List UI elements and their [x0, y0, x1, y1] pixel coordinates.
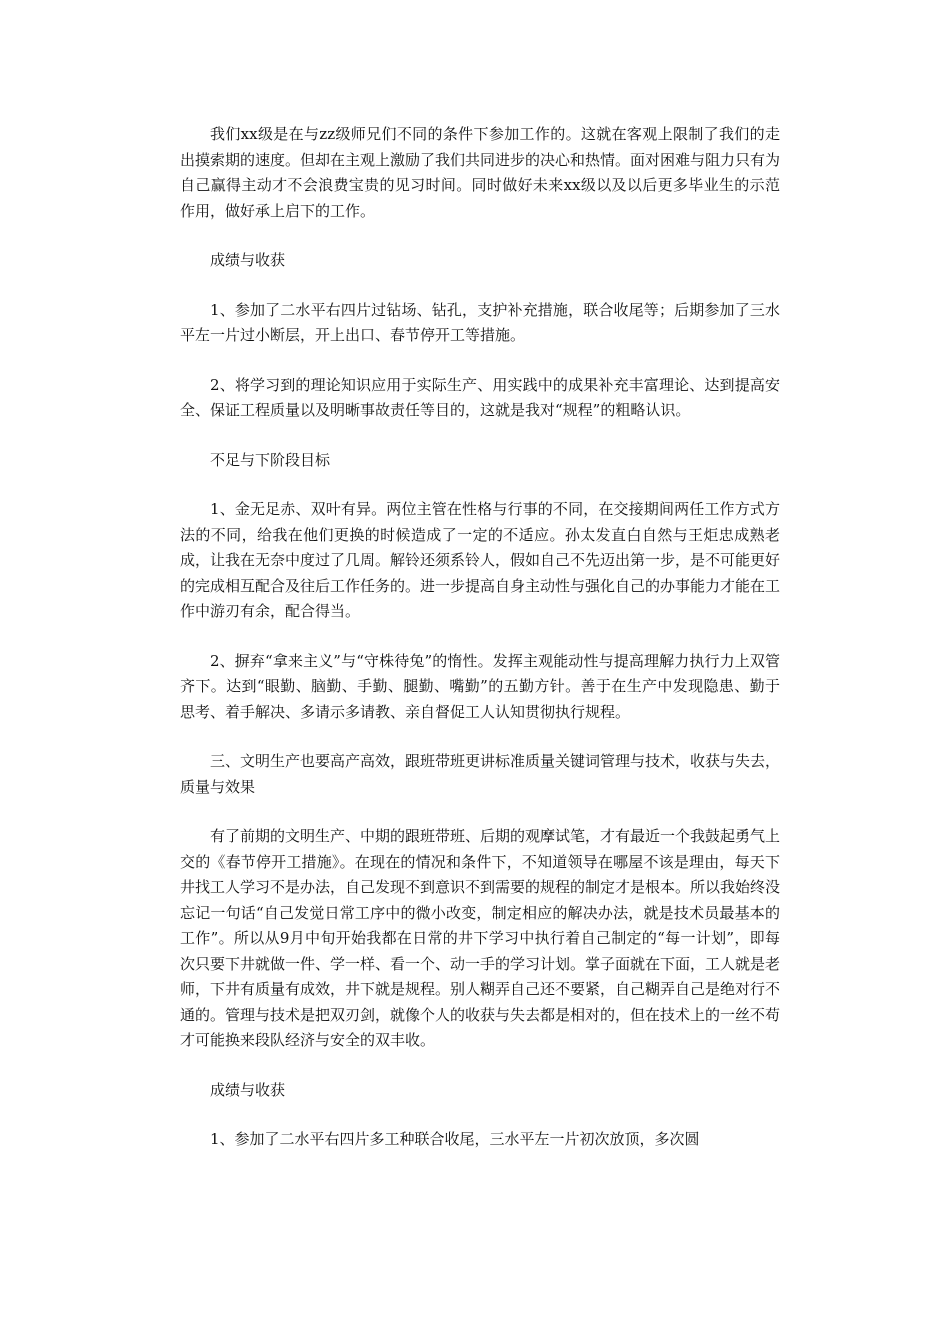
section-three-title: 三、文明生产也要高产高效，跟班带班更讲标准质量关键词管理与技术，收获与失去，质量与效果	[180, 752, 781, 796]
achievement-item-1: 1、参加了二水平右四片过钻场、钻孔，支护补充措施，联合收尾等；后期参加了三水平左一片过小断层，开上出口、春节停开工等措施。	[180, 300, 780, 344]
intro-paragraph: 我们xx级是在与zz级师兄们不同的条件下参加工作的。这就在客观上限制了我们的走出摸索期的速度。但却在主观上激励了我们共同进步的决心和热情。面对困难与阻力只有为自己赢得主动才不会浪费宝贵的见习时间。同时做好未来xx级以及以后更多毕业生的示范作用，做好承上启下的工作。	[180, 125, 781, 220]
section-heading-achievements-2: 成绩与收获	[210, 1080, 286, 1099]
achievement-item-1b: 1、参加了二水平右四片多工种联合收尾，三水平左一片初次放顶，多次圆	[210, 1130, 700, 1148]
section-three-body: 有了前期的文明生产、中期的跟班带班、后期的观摩试笔，才有最近一个我鼓起勇气上交的《春节停开工措施》。在现在的情况和条件下，不知道领导在哪屋不该是理由，每天下井找工人学习不是办法，自己发现不到意识不到需要的规程的制定才是根本。所以我始终没忘记一句话“自己发觉日常工序中的微小改变，制定相应的解决办法，就是技术员最基本的工作”。所以从9月中旬开始我都在日常的井下学习中执行着自己制定的“每一计划”，即每次只要下井就做一件、学一样、看一个、动一手的学习计划。掌子面就在下面，工人就是老师，下井有质量有成效，井下就是规程。别人糊弄自己还不要紧，自己糊弄自己是绝对行不通的。管理与技术是把双刃剑，就像个人的收获与失去都是相对的，但在技术上的一丝不苟才可能换来段队经济与安全的双丰收。	[180, 827, 781, 1049]
section-heading-shortcomings: 不足与下阶段目标	[210, 450, 331, 469]
shortcoming-item-2: 2、摒弃“拿来主义”与“守株待兔”的惰性。发挥主观能动性与提高理解力执行力上双管齐下。达到“眼勤、脑勤、手勤、腿勤、嘴勤”的五勤方针。善于在生产中发现隐患、勤于思考、着手解决、多请示多请教、亲自督促工人认知贯彻执行规程。	[180, 651, 780, 721]
shortcoming-item-1: 1、金无足赤、双叶有异。两位主管在性格与行事的不同，在交接期间两任工作方式方法的不同，给我在他们更换的时候造成了一定的不适应。孙太发直白自然与王炬忠成熟老成，让我在无奈中度过了几周。解铃还须系铃人，假如自己不先迈出第一步，是不可能更好的完成相互配合及往后工作任务的。进一步提高自身主动性与强化自己的办事能力才能在工作中游刃有余，配合得当。	[180, 500, 781, 620]
section-heading-achievements: 成绩与收获	[210, 251, 286, 269]
achievement-item-2: 2、将学习到的理论知识应用于实际生产、用实践中的成果补充丰富理论、达到提高安全、保证工程质量以及明晰事故责任等目的，这就是我对“规程”的粗略认识。	[180, 375, 780, 419]
document-page	[180, 122, 780, 1177]
